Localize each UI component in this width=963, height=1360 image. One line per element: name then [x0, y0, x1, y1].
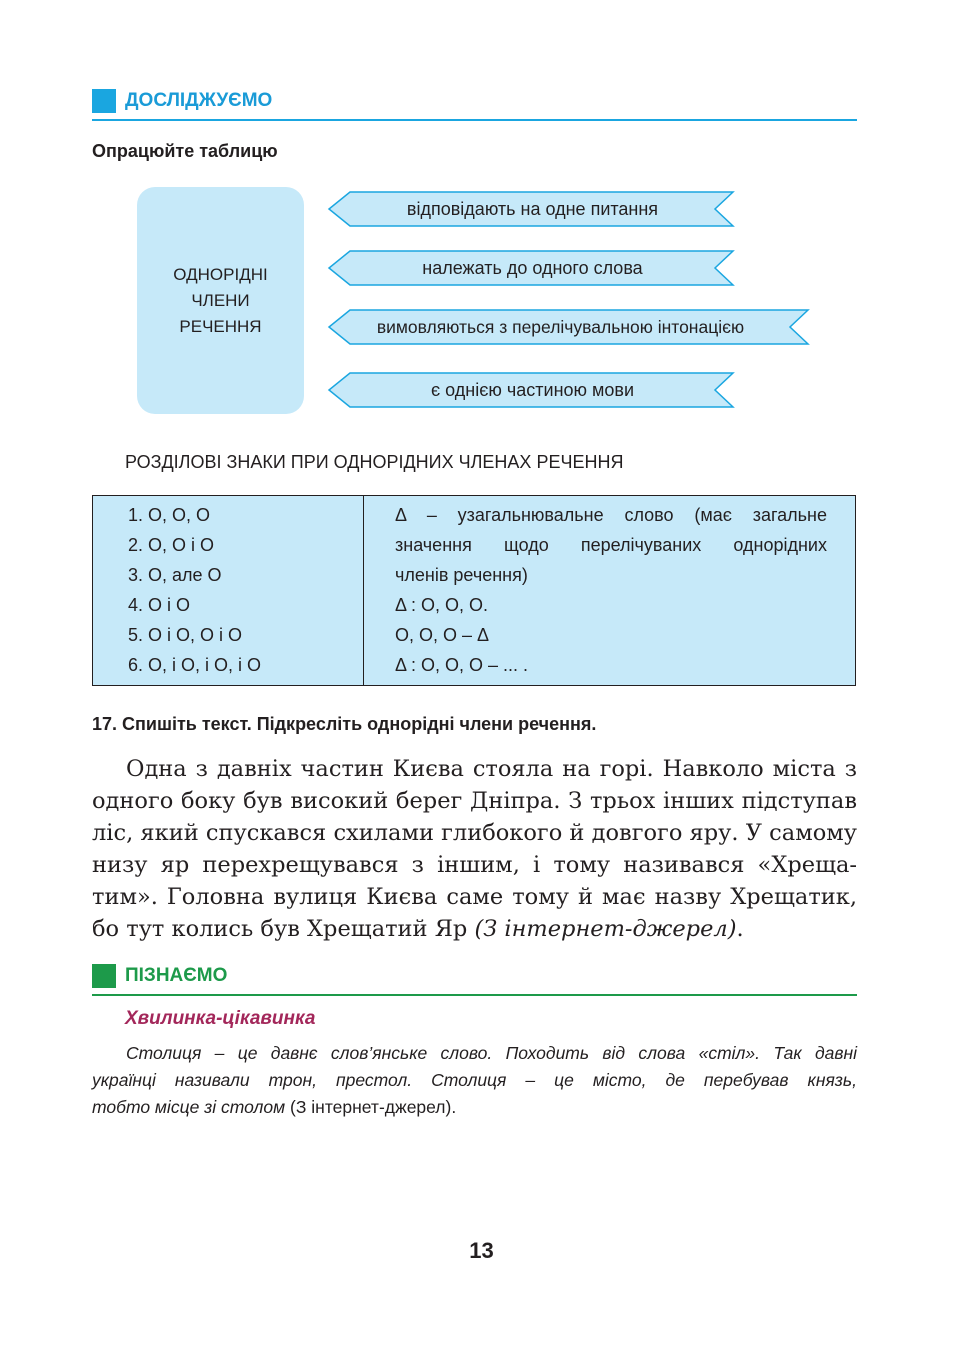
definition-line: Δ – узагальнювальне слово (має загальне: [395, 505, 827, 525]
definition-line: членів речення): [395, 565, 528, 585]
text-line: ліс, який спускався схилами глибокого й довгого яру. У самому: [92, 820, 857, 846]
diagram-center-label: ОДНОРІДНІ ЧЛЕНИ РЕЧЕННЯ: [173, 264, 268, 336]
scheme-item: 2. О, О і О: [128, 535, 215, 555]
scheme-line: О, О, О – Δ: [395, 625, 490, 645]
text-source: (З інтернет-джерел): [474, 916, 737, 942]
scheme-item: 3. О, але О: [128, 565, 222, 585]
fact-source: (З інтернет-джерел).: [290, 1097, 457, 1117]
arrow-label-4: є однією частиною мови: [430, 380, 635, 400]
punctuation-title: РОЗДІЛОВІ ЗНАКИ ПРИ ОДНОРІДНИХ ЧЛЕНАХ РЕЧЕННЯ: [125, 452, 624, 472]
scheme-item: 1. О, О, О: [128, 505, 211, 525]
text-line: бо тут колись був Хрещатий Яр: [92, 916, 468, 942]
scheme-item: 4. О і О: [128, 595, 191, 615]
table-left-column: [128, 500, 358, 680]
punctuation-table: [92, 495, 856, 686]
arrow-label-2: належать до одного слова: [422, 258, 643, 278]
definition-line: значення щодо перелічуваних однорідних: [395, 535, 827, 555]
section-title: ПІЗНАЄМО: [125, 965, 228, 986]
text-line: одного боку був високий берег Дніпра. З трьох інших підступав: [92, 788, 857, 814]
section-square-icon: [92, 964, 116, 988]
fact-text: [92, 1040, 857, 1121]
page-number: 13: [469, 1238, 494, 1263]
fact-line-text: Столиця – це давнє слов’янське слово. Походить від слова «стіл». Так давні: [126, 1043, 857, 1063]
fact-title: Хвилинка-цікавинка: [125, 1008, 316, 1029]
text-end: .: [736, 916, 744, 942]
scheme-line: Δ : О, О, О – ... .: [395, 655, 529, 675]
text-line: низу яр перехрещувався з іншим, і тому називався «Хреща-: [92, 852, 857, 878]
fact-line: [92, 1094, 857, 1121]
table-right-column: [395, 500, 827, 680]
exercise-text: [92, 753, 857, 945]
fact-line-text: українці називали трон, престол. Столиця – це місто, де перебував князь,: [92, 1070, 857, 1090]
text-line-last: [92, 913, 857, 945]
fact-line: [92, 1040, 857, 1067]
fact-line-text: тобто місце зі столом: [92, 1097, 286, 1117]
instruction: Опрацюйте таблицю: [92, 141, 278, 161]
task-heading: 17. Спишіть текст. Підкресліть однорідні члени речення.: [92, 714, 597, 734]
section-title: ДОСЛІДЖУЄМО: [125, 90, 273, 111]
fact-line: [92, 1067, 857, 1094]
arrow-label-3: вимовляються з перелічувальною інтонацією: [376, 317, 745, 337]
table-divider: [363, 496, 364, 685]
scheme-item: 6. О, і О, і О, і О: [128, 655, 262, 675]
section-header-learn: [92, 964, 857, 996]
scheme-line: Δ : О, О, О.: [395, 595, 489, 615]
section-rule: [92, 994, 857, 996]
text-line: тим». Головна вулиця Києва саме тому й має назву Хрещатик,: [92, 884, 857, 910]
scheme-item: 5. О і О, О і О: [128, 625, 243, 645]
text-line: Одна з давніх частин Києва стояла на горі. Навколо міста з: [126, 756, 857, 782]
arrow-label-1: відповідають на одне питання: [406, 199, 659, 219]
